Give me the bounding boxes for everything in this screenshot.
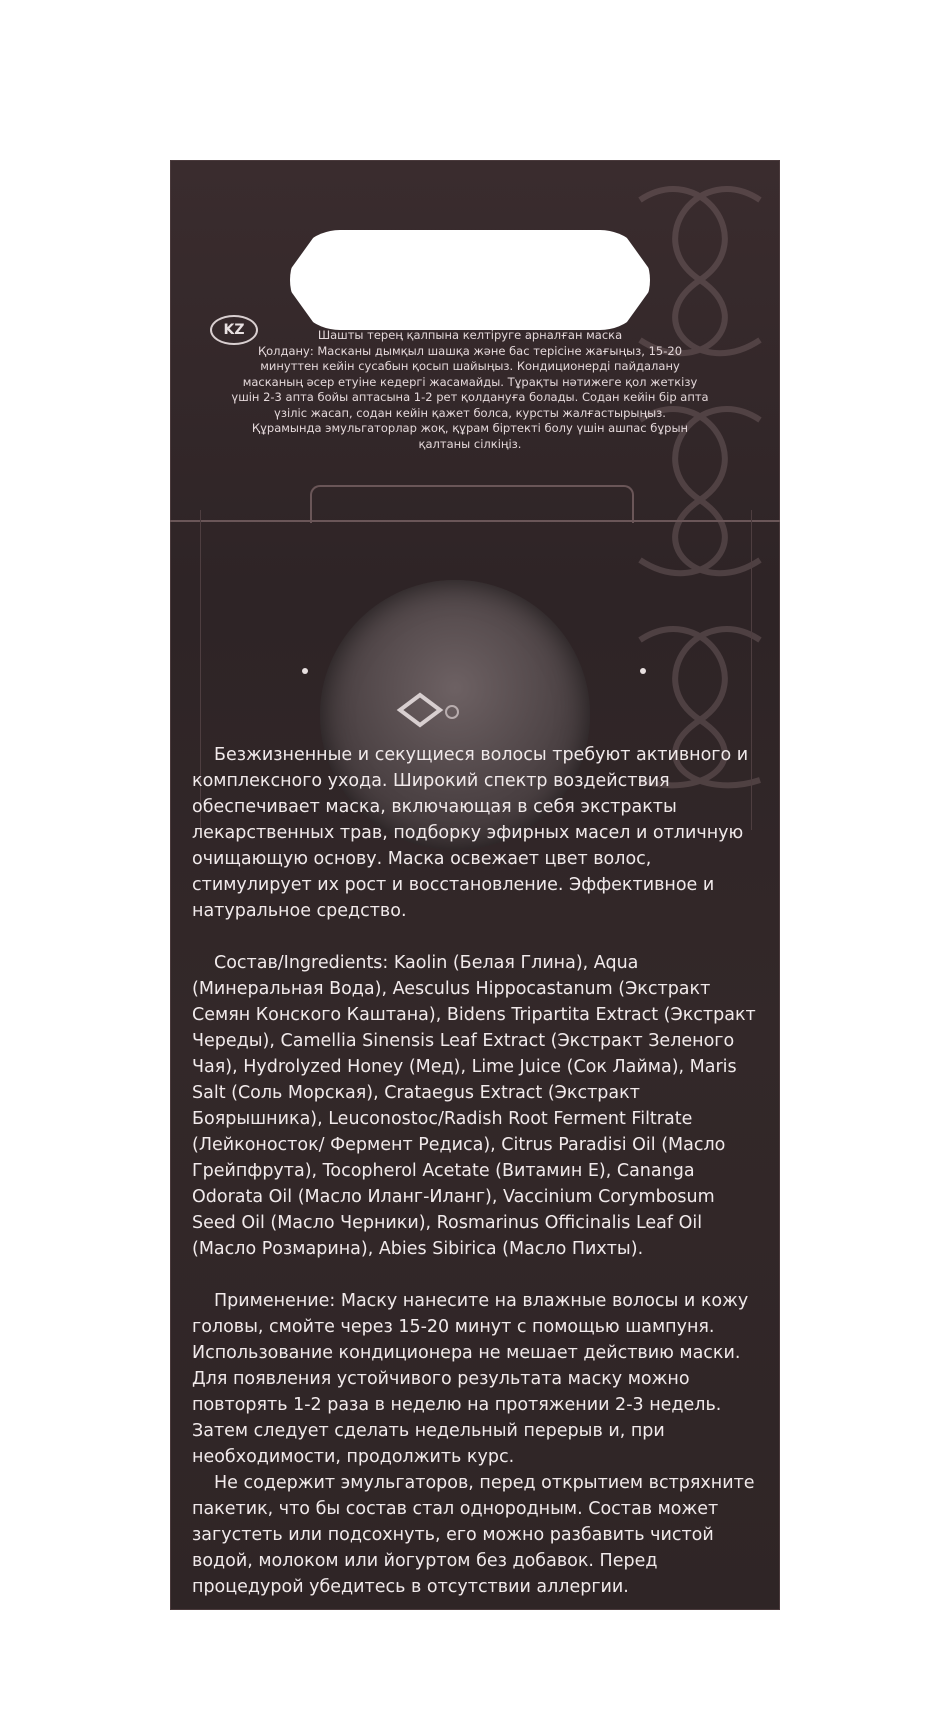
kz-title: Шашты терең қалпына келтіруге арналған маска [317, 328, 623, 342]
hang-hole [290, 230, 650, 330]
russian-text-block [192, 742, 762, 1600]
kz-usage: Қолдану: Масканы дымқыл шашқа және бас терісіне жағыңыз, 15-20 минуттен кейін сусабын қосып шайыңыз. Кондиционерді пайдалану масканың әсер етуіне кедергі жасамайды. Тұрақты нәтижеге қол жеткізу үшін 2-3 апта бойы аптасына 1-2 рет қолдануға болады. Содан кейін бір апта үзіліс жасап, содан кейін қажет болса, курсты жалғастырыңыз. [231, 343, 709, 420]
window-logo-icon [390, 680, 470, 740]
ingredients-paragraph: Состав/Ingredients: Kaolin (Белая Глина), Aqua (Минеральная Вода), Aesculus Hippocastanum (Экстракт Семян Конского Каштана), Bidens Tripartita Extract (Экстракт Череды), Camellia Sinensis Leaf Extract (Экстракт Зеленого Чая), Hydrolyzed Honey (Мед), Lime Juice (Сок Лайма), Maris Salt (Соль Морская), Crataegus Extract (Экстракт Боярышника), Leuconostoc/Radish Root Ferment Filtrate (Лейконосток/ Фермент Редиса), Citrus Paradisi Oil (Масло Грейпфрута), Tocopherol Acetate (Витамин Е), Cananga Odorata Oil (Масло Иланг-Иланг), Vaccinium Corymbosum Seed Oil (Масло Черники), Rosmarinus Officinalis Leaf Oil (Масло Розмарина), Abies Sibirica (Масло Пихты). [192, 953, 756, 1259]
dot-left [302, 668, 308, 674]
usage-paragraph: Применение: Маску нанесите на влажные волосы и кожу головы, смойте через 15-20 минут с помощью шампуня. Использование кондиционера не мешает действию маски. Для появления устойчивого результата маску можно повторять 1-2 раза в неделю на протяжении 2-3 недель. Затем следует сделать недельный перерыв и, при необходимости, продолжить курс. [192, 1291, 749, 1467]
kazakh-text-block [230, 328, 710, 452]
warning-paragraph: Не содержит эмульгаторов, перед открытием встряхните пакетик, что бы состав стал однородным. Состав может загустеть или подсохнуть, его можно разбавить чистой водой, молоком или йогуртом без добавок. Перед процедурой убедитесь в отсутствии аллергии. [192, 1473, 755, 1597]
kz-note: Құрамында эмульгаторлар жоқ, құрам біртекті болу үшін ашпас бұрын қалтаны сілкіңіз. [251, 421, 689, 451]
description-paragraph: Безжизненные и секущиеся волосы требуют активного и комплексного ухода. Широкий спектр воздействия обеспечивает маска, включающая в себя экстракты лекарственных трав, подборку эфирных масел и отличную очищающую основу. Маска освежает цвет волос, стимулирует их рост и восстановление. Эффективное и натуральное средство. [192, 745, 749, 921]
dot-right [640, 668, 646, 674]
kz-badge: KZ [210, 315, 258, 345]
